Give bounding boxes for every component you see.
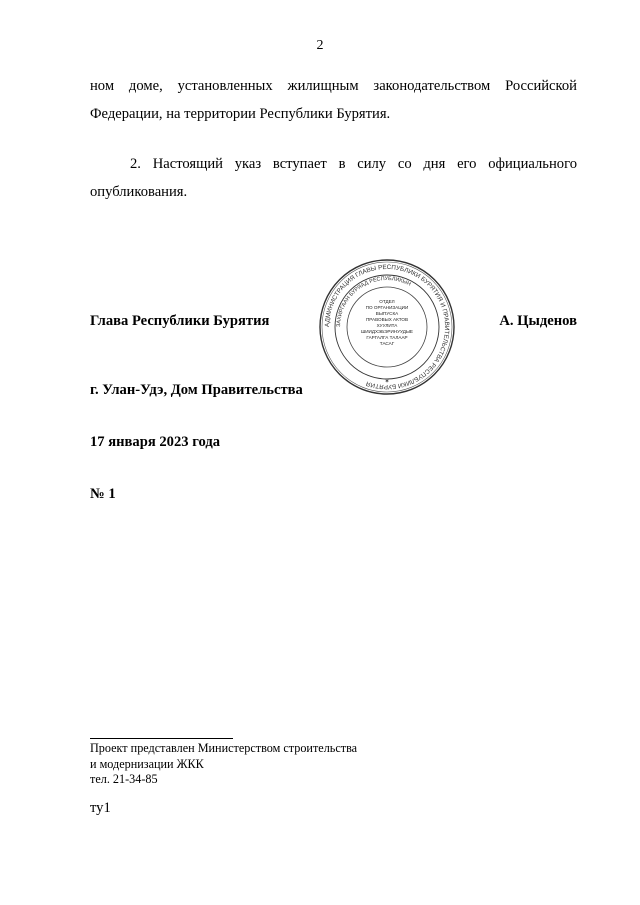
issue-place: г. Улан-Удэ, Дом Правительства [90, 382, 303, 398]
body-paragraph-1: ном доме, установленных жилищным законодательством Российской Федерации, на территории Республики Бурятия. [90, 78, 577, 122]
page-number: 2 [316, 38, 324, 53]
footnote-divider [90, 738, 233, 739]
seal-center-line: ПО ОРГАНИЗАЦИИ [365, 305, 409, 310]
seal-center-line: ОТДЕЛ [379, 299, 395, 304]
seal-center-line: ХУУЛИТА [376, 323, 398, 328]
seal-inner-text: ЗАХИРГААН БУРЯАД РЕСПУБЛИКЫН [335, 275, 412, 328]
signatory-position: Глава Республики Бурятия [90, 313, 270, 329]
seal-center-line: ШИИДХЭБЭРИНУУДЫЕ [361, 329, 413, 334]
seal-outer-text: АДМИНИСТРАЦИЯ ГЛАВЫ РЕСПУБЛИКИ БУРЯТИЯ И ПРАВИТЕЛЬСТВА РЕСПУБЛИКИ БУРЯТИЯ [323, 263, 451, 391]
decree-number: № 1 [90, 486, 116, 502]
footnote [90, 741, 357, 788]
body-paragraph-2: 2. Настоящий указ вступает в силу со дня его официального опубликования. [90, 156, 577, 200]
seal-center-line: ТАСАГ [379, 341, 395, 346]
seal-center-line: ПРАВОВЫХ АКТОВ [365, 317, 409, 322]
issue-date: 17 января 2023 года [90, 434, 221, 450]
footnote-line: и модернизации ЖКК [90, 756, 204, 771]
seal-center-line: ВЫПУСКА [375, 311, 399, 316]
signatory-name: А. Цыденов [499, 313, 577, 329]
footnote-line: Проект представлен Министерством строительства [90, 741, 358, 755]
document-code: ту1 [90, 800, 111, 816]
seal-center-line: ГАРГАЛГА ТАЛААР [366, 335, 408, 340]
footnote-line: тел. 21-34-85 [90, 772, 158, 786]
seal-star-icon: ✶ [384, 379, 390, 385]
official-seal-icon [318, 258, 456, 396]
